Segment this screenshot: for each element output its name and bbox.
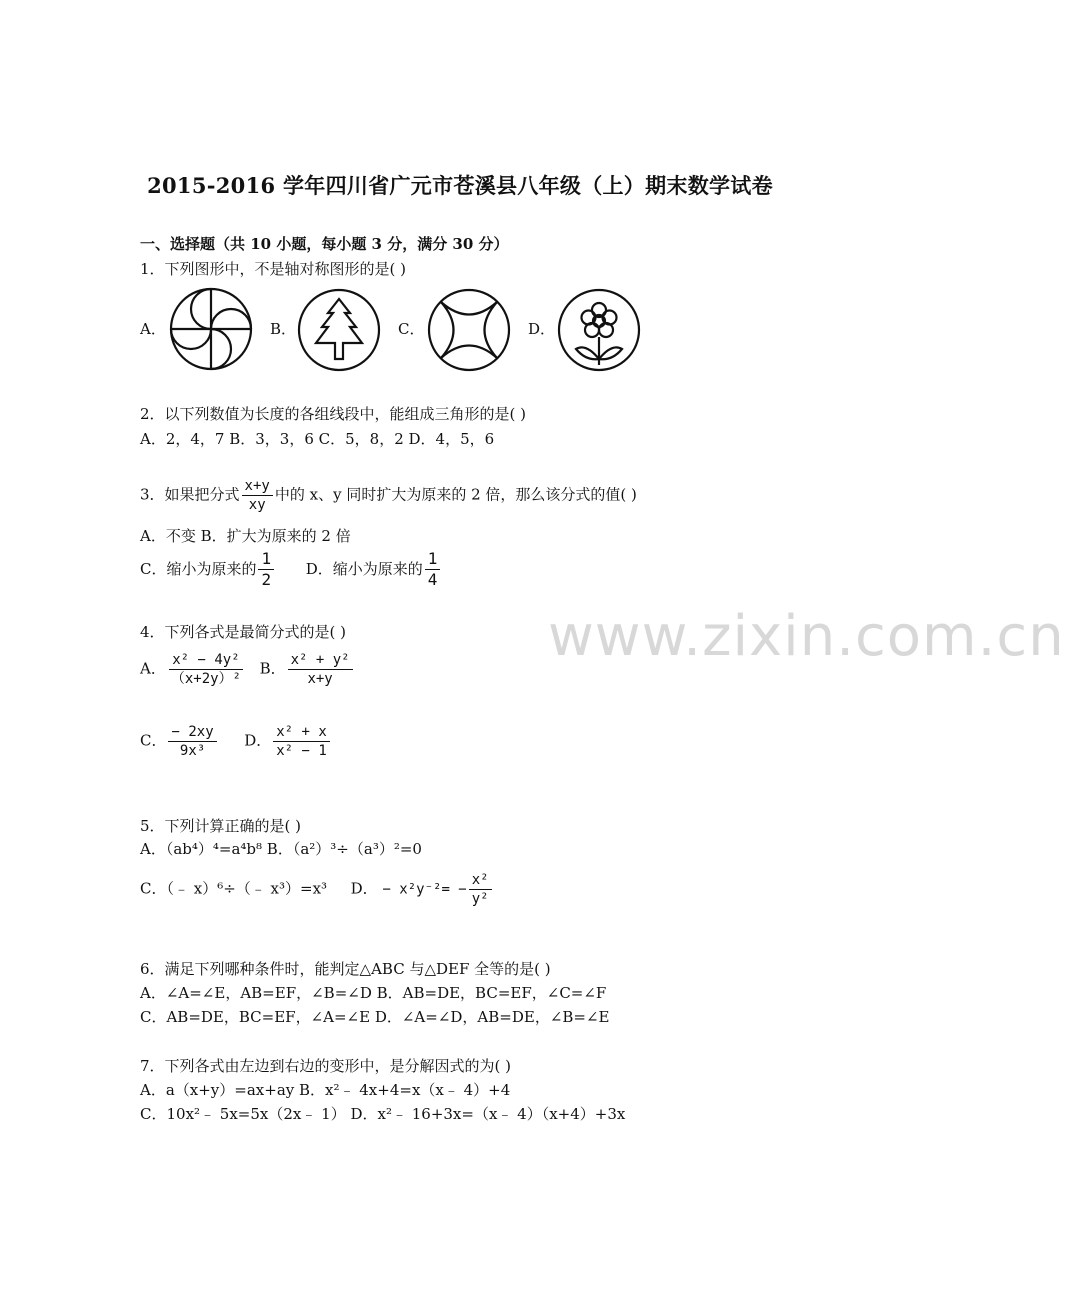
concave-square-figure — [426, 287, 512, 373]
question-5-text: 5．下列计算正确的是( ) — [140, 817, 302, 835]
page-title: 2015-2016 学年四川省广元市苍溪县八年级（上）期末数学试卷 — [147, 173, 773, 198]
q1-option-c-label: C． — [398, 320, 425, 338]
q3-text-pre: 3．如果把分式 — [140, 485, 240, 504]
q3-fraction: $\frac{x+y}{xy}$ — [242, 478, 273, 513]
question-3-options-cd — [140, 550, 442, 590]
q1-option-b-label: B． — [270, 320, 297, 338]
q3-option-d-fraction: $\frac{1}{4}$ — [425, 550, 441, 590]
question-3-options-ab: A．不变 B．扩大为原来的 2 倍 — [140, 527, 351, 545]
section-heading: 一、选择题（共 10 小题，每小题 3 分，满分 30 分） — [140, 235, 509, 253]
question-7-options-cd: C．10x²﹣ 5x=5x（2x﹣ 1） D．x²﹣ 16+3x=（x﹣ 4）（x+4）+3x — [140, 1105, 626, 1123]
q4-option-a-fraction: $\frac{\text{x² − 4y²}}{\text{（x+2y）²}}$ — [170, 652, 241, 688]
question-5-options-ab: A．（ab⁴）⁴=a⁴b⁸ B．（a²）³÷（a³）²=0 — [140, 840, 422, 858]
q5-option-c: C．（﹣ x）⁶÷（﹣ x³）=x³ — [140, 879, 328, 898]
tree-figure — [296, 287, 382, 373]
q1-option-d-label: D． — [528, 320, 556, 338]
q4-option-c-label: C． — [140, 731, 167, 750]
q1-option-a-label: A． — [140, 320, 166, 338]
question-1-text: 1．下列图形中，不是轴对称图形的是( ) — [140, 260, 407, 278]
question-6-options-ab: A．∠A=∠E，AB=EF，∠B=∠D B．AB=DE，BC=EF，∠C=∠F — [140, 984, 607, 1002]
question-7-options-ab: A．a（x+y）=ax+ay B．x²﹣ 4x+4=x（x﹣ 4）+4 — [140, 1081, 511, 1099]
q5-option-d-expression: − x²y⁻²= − — [382, 881, 467, 898]
q3-text-post: 中的 x、y 同时扩大为原来的 2 倍，那么该分式的值( ) — [274, 485, 637, 504]
question-4-options-cd — [140, 724, 332, 759]
q4-option-d-label: D． — [244, 731, 272, 750]
q3-option-c: C．缩小为原来的 — [140, 559, 257, 578]
q4-option-b-label: B． — [259, 659, 286, 678]
watermark: www.zixin.com.cn — [548, 604, 1065, 669]
question-3-text — [140, 478, 637, 513]
question-6-text: 6．满足下列哪种条件时，能判定△ABC 与△DEF 全等的是( ) — [140, 960, 551, 978]
question-6-options-cd: C．AB=DE，BC=EF，∠A=∠E D．∠A=∠D，AB=DE，∠B=∠E — [140, 1008, 610, 1026]
question-4-text: 4．下列各式是最简分式的是( ) — [140, 623, 347, 641]
q3-option-c-fraction: $\frac{1}{2}$ — [258, 550, 274, 590]
question-7-text: 7．下列各式由左边到右边的变形中，是分解因式的为( ) — [140, 1057, 512, 1075]
question-2-text: 2．以下列数值为长度的各组线段中，能组成三角形的是( ) — [140, 405, 527, 423]
q5-option-d-fraction: $\frac{\text{x²}}{\text{y²}}$ — [469, 872, 492, 907]
question-4-options-ab — [140, 652, 355, 687]
q5-option-d-label: D． — [350, 879, 378, 898]
q4-option-a-label: A． — [140, 659, 166, 678]
q3-option-d: D．缩小为原来的 — [305, 559, 423, 578]
q4-option-d-fraction: $\frac{\text{x² + x}}{\text{x² − 1}}$ — [273, 724, 330, 759]
flower-figure — [556, 287, 642, 373]
q4-option-c-fraction: $\frac{- 2xy}{\text{9x³}}$ — [168, 724, 216, 759]
pinwheel-figure — [168, 286, 254, 372]
question-2-options: A．2，4，7 B．3，3，6 C．5，8，2 D．4，5，6 — [140, 430, 495, 448]
question-5-options-cd — [140, 872, 494, 907]
q4-option-b-fraction: $\frac{\text{x² + y²}}{x+y}$ — [288, 652, 353, 687]
